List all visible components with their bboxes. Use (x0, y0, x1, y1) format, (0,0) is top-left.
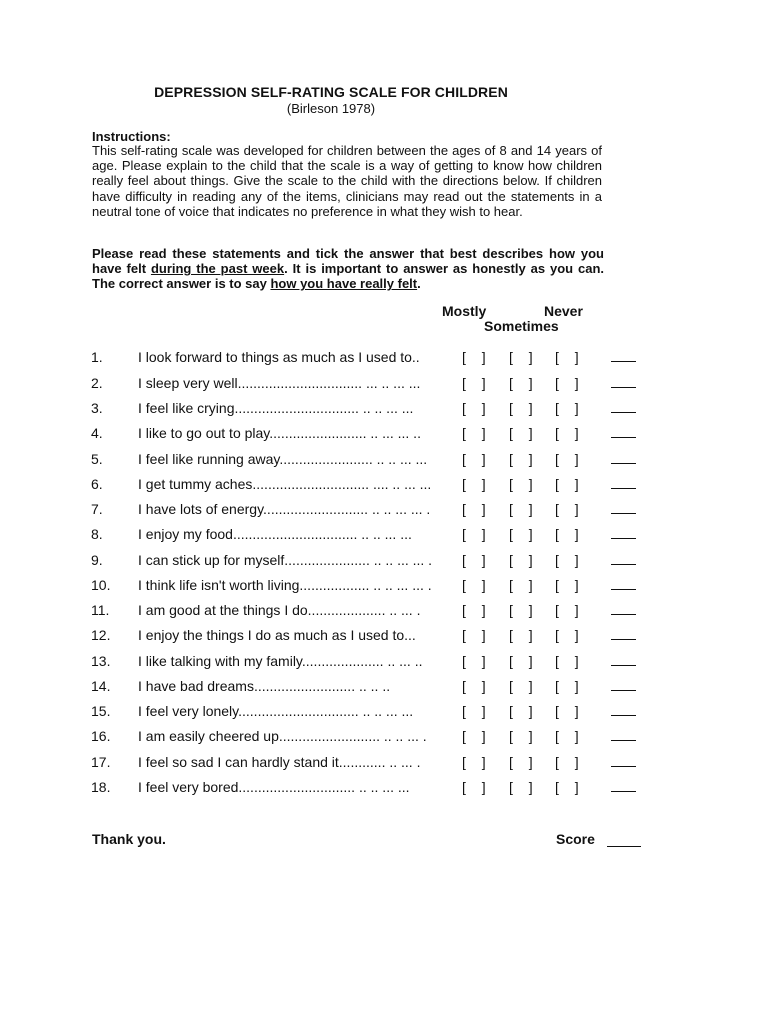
directions-text-3: . (417, 276, 421, 292)
question-number: 7. (91, 501, 103, 517)
question-row (0, 728, 768, 750)
question-row (0, 577, 768, 599)
question-row (0, 425, 768, 447)
item-score-blank[interactable] (611, 740, 636, 741)
question-text: I like talking with my family..................... .. ... .. (138, 653, 423, 669)
item-score-blank[interactable] (611, 463, 636, 464)
thank-you-text: Thank you. (92, 831, 166, 847)
question-text: I think life isn't worth living.................. .. .. ... ... . (138, 577, 432, 593)
question-text: I am good at the things I do.................... .. ... . (138, 602, 421, 618)
question-row (0, 678, 768, 700)
question-number: 2. (91, 375, 103, 391)
checkbox-mostly[interactable]: [ ] (462, 577, 492, 593)
question-text: I feel so sad I can hardly stand it............ .. ... . (138, 754, 421, 770)
checkbox-sometimes[interactable]: [ ] (509, 627, 539, 643)
checkbox-sometimes[interactable]: [ ] (509, 425, 539, 441)
question-text: I have bad dreams.......................... .. .. .. (138, 678, 391, 694)
checkbox-sometimes[interactable]: [ ] (509, 779, 539, 795)
column-header-mostly: Mostly (442, 303, 487, 319)
directions-text-2: . It is important to answer as honestly as you can. The correct answer is to say (92, 261, 604, 292)
question-text: I like to go out to play......................... .. ... ... .. (138, 425, 421, 441)
checkbox-never[interactable]: [ ] (555, 728, 585, 744)
question-row (0, 754, 768, 776)
checkbox-sometimes[interactable]: [ ] (509, 577, 539, 593)
checkbox-sometimes[interactable]: [ ] (509, 375, 539, 391)
item-score-blank[interactable] (611, 361, 636, 362)
question-row (0, 349, 768, 371)
column-header-sometimes: Sometimes (484, 318, 559, 334)
checkbox-sometimes[interactable]: [ ] (509, 552, 539, 568)
checkbox-mostly[interactable]: [ ] (462, 375, 492, 391)
question-text: I can stick up for myself...................... .. .. ... ... . (138, 552, 433, 568)
checkbox-never[interactable]: [ ] (555, 779, 585, 795)
question-row (0, 526, 768, 548)
checkbox-sometimes[interactable]: [ ] (509, 349, 539, 365)
question-text: I enjoy the things I do as much as I used to... (138, 627, 416, 643)
question-text: I feel very lonely............................... .. .. ... ... (138, 703, 414, 719)
question-text: I get tummy aches.............................. .... .. ... ... (138, 476, 432, 492)
checkbox-sometimes[interactable]: [ ] (509, 476, 539, 492)
question-number: 18. (91, 779, 111, 795)
checkbox-mostly[interactable]: [ ] (462, 476, 492, 492)
item-score-blank[interactable] (611, 538, 636, 539)
question-row (0, 653, 768, 675)
checkbox-mostly[interactable]: [ ] (462, 754, 492, 770)
item-score-blank[interactable] (611, 387, 636, 388)
checkbox-never[interactable]: [ ] (555, 451, 585, 467)
checkbox-never[interactable]: [ ] (555, 703, 585, 719)
question-number: 5. (91, 451, 103, 467)
checkbox-mostly[interactable]: [ ] (462, 703, 492, 719)
checkbox-never[interactable]: [ ] (555, 400, 585, 416)
checkbox-sometimes[interactable]: [ ] (509, 602, 539, 618)
checkbox-never[interactable]: [ ] (555, 552, 585, 568)
checkbox-never[interactable]: [ ] (555, 602, 585, 618)
checkbox-never[interactable]: [ ] (555, 526, 585, 542)
question-row (0, 501, 768, 523)
checkbox-never[interactable]: [ ] (555, 476, 585, 492)
question-number: 11. (91, 602, 110, 618)
directions-text-1: Please read these statements and tick the answer that best describes how you have felt (92, 246, 604, 277)
question-text: I sleep very well................................ ... .. ... ... (138, 375, 421, 391)
checkbox-sometimes[interactable]: [ ] (509, 526, 539, 542)
item-score-blank[interactable] (611, 488, 636, 489)
checkbox-sometimes[interactable]: [ ] (509, 703, 539, 719)
directions-underline-2: how you have really felt (270, 276, 418, 292)
checkbox-sometimes[interactable]: [ ] (509, 653, 539, 669)
checkbox-never[interactable]: [ ] (555, 678, 585, 694)
question-number: 9. (91, 552, 103, 568)
question-text: I have lots of energy........................... .. .. ... ... . (138, 501, 431, 517)
checkbox-mostly[interactable]: [ ] (462, 678, 492, 694)
question-number: 8. (91, 526, 103, 542)
column-header-never: Never (544, 303, 583, 319)
question-number: 6. (91, 476, 103, 492)
question-row (0, 703, 768, 725)
item-score-blank[interactable] (611, 412, 636, 413)
checkbox-mostly[interactable]: [ ] (462, 526, 492, 542)
checkbox-mostly[interactable]: [ ] (462, 602, 492, 618)
question-text: I feel like crying................................ .. .. ... ... (138, 400, 414, 416)
checkbox-mostly[interactable]: [ ] (462, 653, 492, 669)
question-number: 15. (91, 703, 111, 719)
checkbox-never[interactable]: [ ] (555, 653, 585, 669)
question-row (0, 779, 768, 801)
checkbox-mostly[interactable]: [ ] (462, 400, 492, 416)
question-number: 14. (91, 678, 111, 694)
checkbox-mostly[interactable]: [ ] (462, 779, 492, 795)
item-score-blank[interactable] (611, 614, 636, 615)
question-number: 13. (91, 653, 111, 669)
document-subtitle: (Birleson 1978) (286, 101, 376, 116)
checkbox-sometimes[interactable]: [ ] (509, 754, 539, 770)
question-row (0, 375, 768, 397)
checkbox-sometimes[interactable]: [ ] (509, 501, 539, 517)
question-number: 10. (91, 577, 111, 593)
item-score-blank[interactable] (611, 791, 636, 792)
question-text: I look forward to things as much as I used to.. (138, 349, 420, 365)
instructions-text: This self-rating scale was developed for children between the ages of 8 and 14 years of age. Please explain to the child that the scale is a way of getting to know how children really feel about things. Give the scale to the child with the directions below. If children have difficulty in reading any of the items, clinicians may read out the statements in a neutral tone of voice that indicates no preference in what they wish to hear. (92, 143, 602, 219)
item-score-blank[interactable] (611, 437, 636, 438)
item-score-blank[interactable] (611, 665, 636, 666)
checkbox-sometimes[interactable]: [ ] (509, 400, 539, 416)
checkbox-never[interactable]: [ ] (555, 501, 585, 517)
checkbox-mostly[interactable]: [ ] (462, 349, 492, 365)
score-label: Score (556, 831, 595, 847)
checkbox-sometimes[interactable]: [ ] (509, 728, 539, 744)
directions-paragraph (92, 246, 604, 292)
checkbox-mostly[interactable]: [ ] (462, 728, 492, 744)
item-score-blank[interactable] (611, 639, 636, 640)
checkbox-never[interactable]: [ ] (555, 425, 585, 441)
question-row (0, 400, 768, 422)
document-title: DEPRESSION SELF-RATING SCALE FOR CHILDREN (154, 84, 508, 100)
question-row (0, 627, 768, 649)
checkbox-never[interactable]: [ ] (555, 627, 585, 643)
question-row (0, 451, 768, 473)
checkbox-mostly[interactable]: [ ] (462, 451, 492, 467)
question-number: 16. (91, 728, 111, 744)
question-text: I enjoy my food................................ .. .. ... ... (138, 526, 412, 542)
checkbox-mostly[interactable]: [ ] (462, 425, 492, 441)
directions-underline-1: during the past week (150, 261, 285, 277)
question-text: I am easily cheered up.......................... .. .. ... . (138, 728, 427, 744)
question-row (0, 602, 768, 624)
score-field[interactable] (607, 846, 641, 847)
checkbox-sometimes[interactable]: [ ] (509, 678, 539, 694)
question-number: 1. (91, 349, 103, 365)
checkbox-mostly[interactable]: [ ] (462, 627, 492, 643)
checkbox-mostly[interactable]: [ ] (462, 552, 492, 568)
checkbox-mostly[interactable]: [ ] (462, 501, 492, 517)
checkbox-sometimes[interactable]: [ ] (509, 451, 539, 467)
item-score-blank[interactable] (611, 589, 636, 590)
question-text: I feel like running away........................ .. .. ... ... (138, 451, 428, 467)
question-text: I feel very bored.............................. .. .. ... ... (138, 779, 410, 795)
question-number: 3. (91, 400, 103, 416)
item-score-blank[interactable] (611, 564, 636, 565)
checkbox-never[interactable]: [ ] (555, 577, 585, 593)
item-score-blank[interactable] (611, 766, 636, 767)
question-row (0, 476, 768, 498)
question-row (0, 552, 768, 574)
instructions-heading: Instructions: (92, 129, 171, 144)
question-number: 4. (91, 425, 103, 441)
checkbox-never[interactable]: [ ] (555, 754, 585, 770)
question-number: 17. (91, 754, 111, 770)
checkbox-never[interactable]: [ ] (555, 375, 585, 391)
item-score-blank[interactable] (611, 715, 636, 716)
question-number: 12. (91, 627, 111, 643)
item-score-blank[interactable] (611, 690, 636, 691)
checkbox-never[interactable]: [ ] (555, 349, 585, 365)
item-score-blank[interactable] (611, 513, 636, 514)
